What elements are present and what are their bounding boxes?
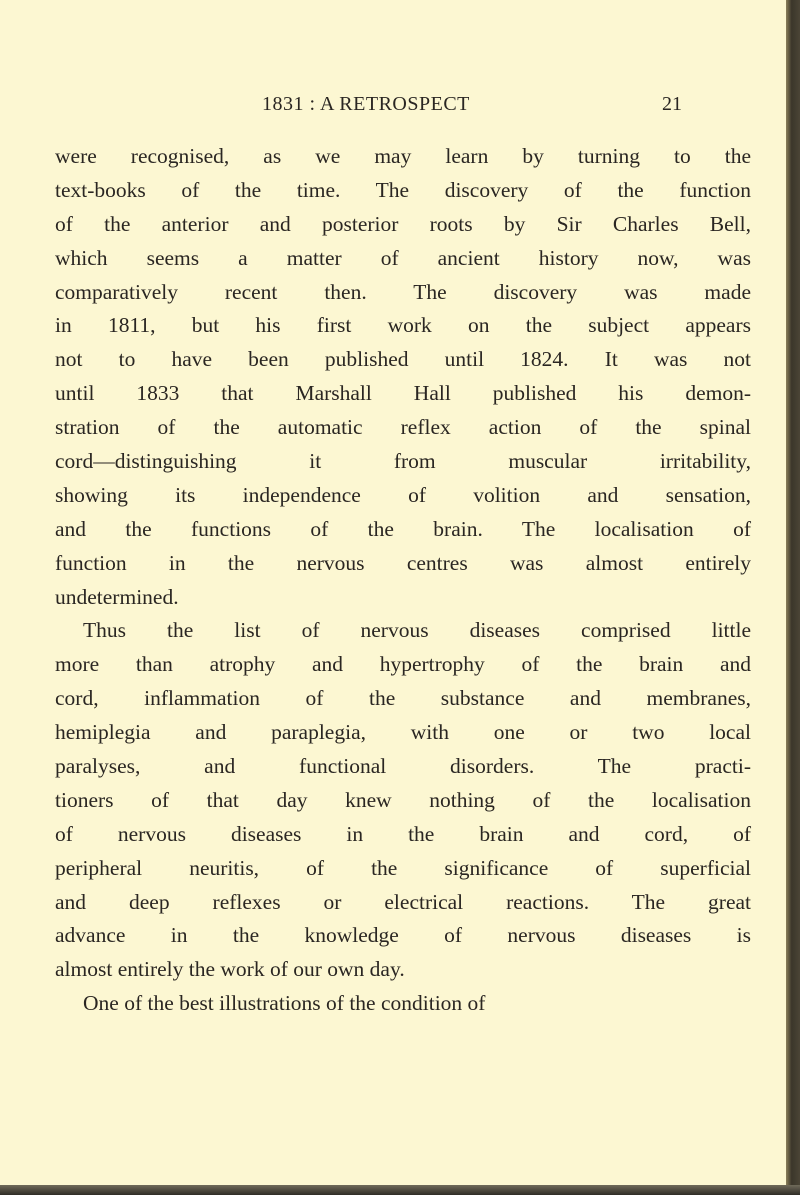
- text-line: function in the nervous centres was almost entirely: [55, 550, 751, 575]
- text-line: until 1833 that Marshall Hall published his demon-: [55, 381, 751, 406]
- text-line: more than atrophy and hypertrophy of the brain and: [55, 652, 751, 677]
- text-line: cord, inflammation of the substance and membranes,: [55, 686, 751, 711]
- text-line: not to have been published until 1824. It was not: [55, 347, 751, 372]
- text-line: undetermined.: [55, 584, 179, 609]
- text-line: stration of the automatic reflex action of the spinal: [55, 415, 751, 440]
- running-header: [0, 93, 800, 119]
- book-edge-bottom: [0, 1185, 800, 1195]
- text-line: peripheral neuritis, of the significance of superficial: [55, 855, 751, 880]
- text-line: and deep reflexes or electrical reactions. The great: [55, 889, 751, 914]
- text-line: were recognised, as we may learn by turning to the: [55, 144, 751, 168]
- book-edge-right: [786, 0, 800, 1195]
- text-line: almost entirely the work of our own day.: [55, 957, 405, 982]
- text-line: of nervous diseases in the brain and cord, of: [55, 821, 751, 846]
- text-line: One of the best illustrations of the condition of: [83, 991, 486, 1016]
- text-line: Thus the list of nervous diseases comprised little: [83, 618, 751, 643]
- text-line: cord—distinguishing it from muscular irritability,: [55, 449, 751, 474]
- text-line: hemiplegia and paraplegia, with one or two local: [55, 720, 751, 745]
- text-line: which seems a matter of ancient history now, was: [55, 245, 751, 270]
- text-line: showing its independence of volition and sensation,: [55, 482, 751, 507]
- text-line: and the functions of the brain. The localisation of: [55, 516, 751, 541]
- text-line: paralyses, and functional disorders. The practi-: [55, 754, 751, 779]
- text-line: tioners of that day knew nothing of the localisation: [55, 787, 751, 812]
- text-line: of the anterior and posterior roots by Sir Charles Bell,: [55, 211, 751, 236]
- text-line: advance in the knowledge of nervous diseases is: [55, 923, 751, 948]
- running-title: 1831 : A RETROSPECT: [262, 93, 470, 115]
- body-text: [55, 140, 751, 1021]
- text-line: text-books of the time. The discovery of the function: [55, 177, 751, 202]
- text-line: in 1811, but his first work on the subject appears: [55, 313, 751, 338]
- page-number: 21: [662, 93, 682, 115]
- text-line: comparatively recent then. The discovery was made: [55, 279, 751, 304]
